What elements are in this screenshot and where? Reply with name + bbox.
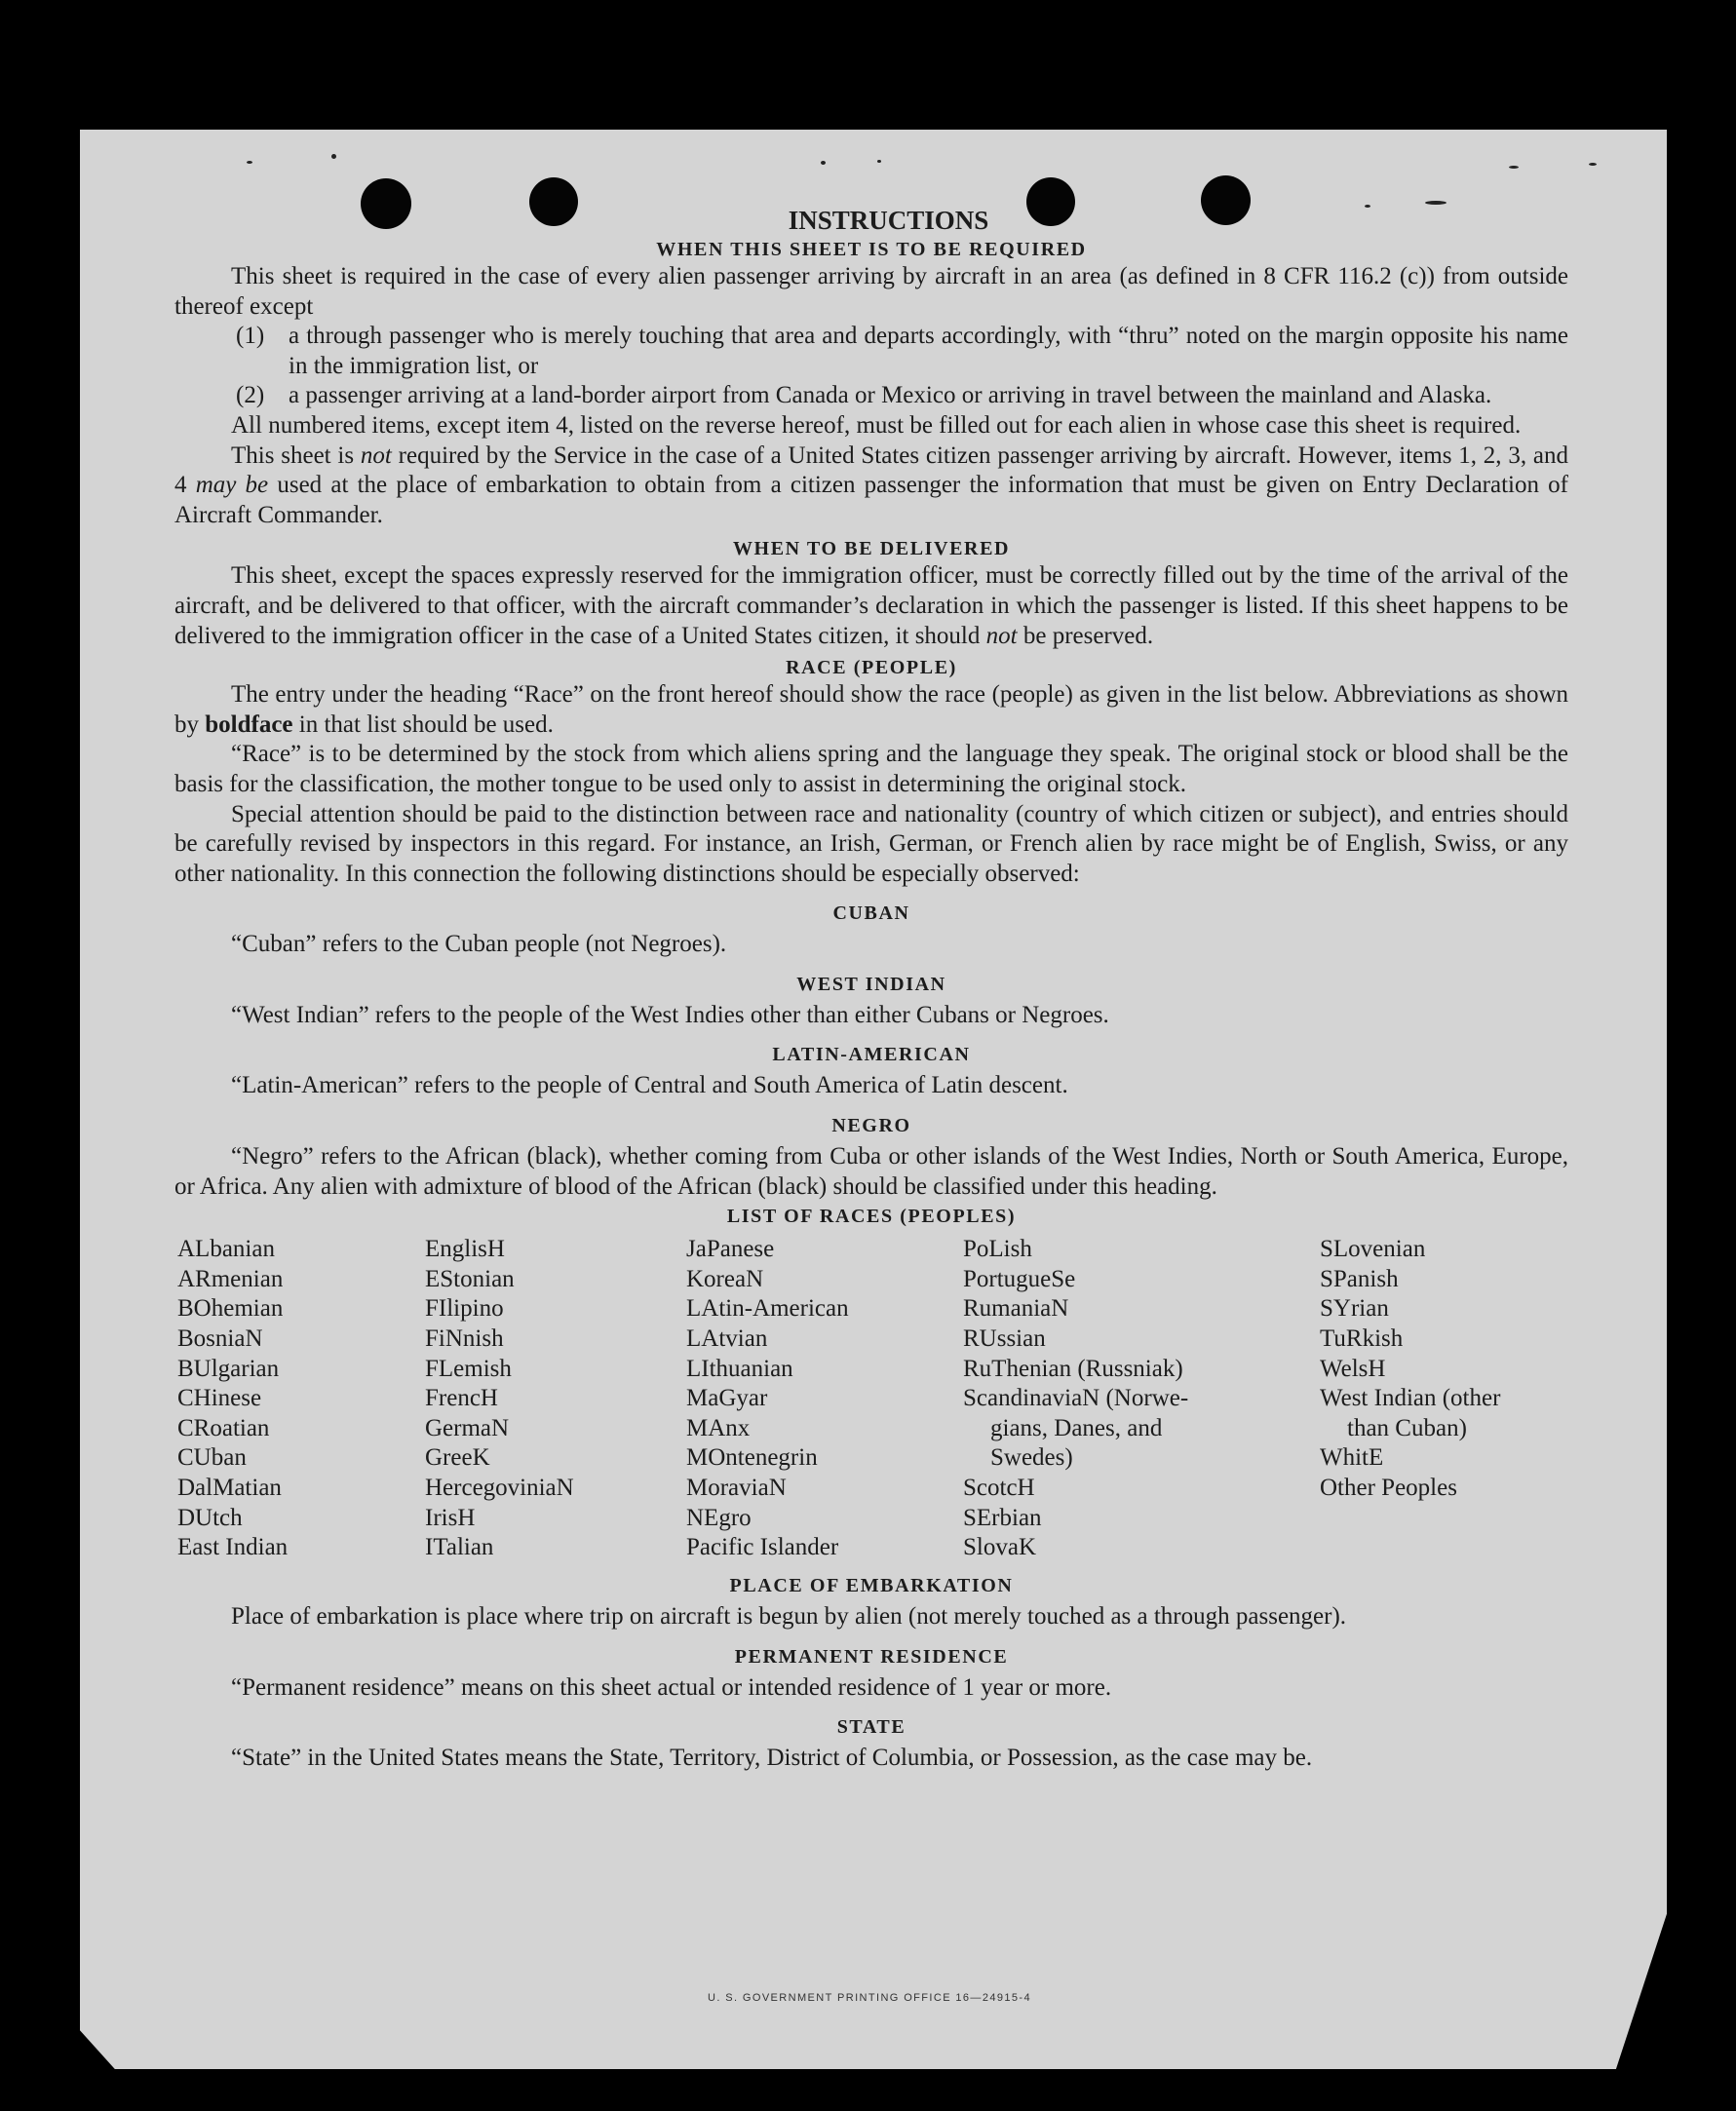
race-entry: BOhemian (177, 1295, 284, 1323)
race-entry: ScandinaviaN (Norwe- (963, 1385, 1189, 1412)
race-entry: WhitE (1320, 1444, 1384, 1472)
race-entry: WelsH (1320, 1355, 1386, 1382)
when-required-intro: This sheet is required in the case of every alien passenger arriving by aircraft in an area (as defined in 8 CFR 116.2 (c)) from outside thereof except (174, 263, 1568, 320)
instructions-body (174, 204, 1568, 1774)
scan-speck (1509, 166, 1519, 169)
races-column-2 (425, 1235, 574, 1563)
race-entry: ALbanian (177, 1236, 275, 1263)
heading-latin-american: LATIN-AMERICAN (772, 1044, 971, 1066)
race-entry: EStonian (425, 1265, 515, 1292)
printing-office-imprint: U. S. GOVERNMENT PRINTING OFFICE 16—24915-4 (708, 1992, 1032, 2004)
heading-when-required: WHEN THIS SHEET IS TO BE REQUIRED (656, 239, 1087, 260)
races-list (174, 1235, 1568, 1561)
race-entry: DalMatian (177, 1475, 282, 1501)
races-column-4 (963, 1235, 1188, 1563)
race-entry: Pacific Islander (686, 1534, 839, 1561)
heading-place-of-embarkation: PLACE OF EMBARKATION (729, 1575, 1014, 1597)
race-entry: FiNnish (425, 1325, 504, 1353)
race-entry: NEgro (686, 1504, 752, 1531)
race-entry: FLemish (425, 1355, 512, 1382)
heading-when-delivered: WHEN TO BE DELIVERED (732, 538, 1011, 560)
citizen-paragraph: This sheet is not required by the Service in the case of a United States citizen passenger arriving by aircraft. However, items 1, 2, 3, and 4 may be used at the place of embarkation to obtain from a citizen passenger the information that must be given on Entry Declaration of Aircraft Commander. (174, 441, 1569, 528)
race-entry: Other Peoples (1320, 1475, 1457, 1501)
race-entry: LIthuanian (686, 1355, 793, 1382)
race-entry: than Cuban) (1347, 1414, 1467, 1441)
race-entry: PortugueSe (963, 1265, 1076, 1292)
race-entry: East Indian (177, 1534, 289, 1561)
race-entry: PoLish (963, 1236, 1032, 1263)
exception-item: (2) a passenger arriving at a land-border airport from Canada or Mexico or arriving in travel between the mainland and Alaska. (236, 382, 1492, 409)
residence-definition: “Permanent residence” means on this sheet actual or intended residence of 1 year or more. (231, 1673, 1112, 1701)
race-entry: MOntenegrin (686, 1444, 818, 1472)
state-definition: “State” in the United States means the State, Territory, District of Columbia, or Possession, as the case may be. (231, 1745, 1313, 1772)
race-entry: ARmenian (177, 1265, 284, 1292)
race-entry: MoraviaN (686, 1475, 787, 1501)
scan-speck (331, 154, 336, 159)
races-column-1 (177, 1235, 288, 1563)
cuban-definition: “Cuban” refers to the Cuban people (not Negroes). (231, 931, 727, 958)
race-entry: BUlgarian (177, 1355, 280, 1382)
race-entry: GermaN (425, 1414, 510, 1441)
race-entry: TuRkish (1320, 1325, 1404, 1353)
race-entry: HercegoviniaN (425, 1475, 574, 1501)
race-paragraph-2: “Race” is to be determined by the stock from which aliens spring and the language they speak. The original stock or blood shall be the basis for the classification, the mother tongue to be used only to assist in determining the original stock. (174, 741, 1568, 797)
scan-speck (821, 161, 826, 165)
west-indian-definition: “West Indian” refers to the people of the West Indies other than either Cubans or Negroes. (231, 1001, 1109, 1028)
race-entry: CUban (177, 1444, 247, 1472)
latin-american-definition: “Latin-American” refers to the people of Central and South America of Latin descent. (231, 1072, 1068, 1099)
race-entry: BosniaN (177, 1325, 263, 1353)
embarkation-definition: Place of embarkation is place where trip on aircraft is begun by alien (not merely touched as a through passenger). (231, 1603, 1347, 1631)
scan-speck (247, 161, 252, 164)
race-entry: SYrian (1320, 1295, 1389, 1323)
race-entry: LAtvian (686, 1325, 768, 1353)
numbered-items-paragraph: All numbered items, except item 4, listed on the reverse hereof, must be filled out for each alien in whose case this sheet is required. (231, 411, 1522, 439)
races-column-5 (1320, 1235, 1500, 1503)
race-entry: Swedes) (990, 1444, 1073, 1472)
race-entry: SLovenian (1320, 1236, 1426, 1263)
race-entry: gians, Danes, and (990, 1414, 1163, 1441)
scan-speck (1589, 163, 1597, 166)
heading-cuban: CUBAN (832, 902, 910, 925)
heading-race: RACE (PEOPLE) (786, 657, 957, 679)
exception-list (174, 322, 1568, 411)
race-entry: RUssian (963, 1325, 1046, 1353)
races-column-3 (686, 1235, 849, 1563)
race-entry: SPanish (1320, 1265, 1399, 1292)
race-entry: JaPanese (686, 1236, 775, 1263)
race-entry: IrisH (425, 1504, 476, 1531)
heading-list-of-races: LIST OF RACES (PEOPLES) (726, 1206, 1017, 1228)
race-entry: FrencH (425, 1385, 498, 1412)
race-entry: RuThenian (Russniak) (963, 1355, 1183, 1382)
page-title: INSTRUCTIONS (788, 206, 989, 235)
race-entry: West Indian (other (1320, 1385, 1501, 1412)
race-paragraph-3: Special attention should be paid to the distinction between race and nationality (country of which citizen or subject), and entries should be carefully revised by inspectors in this regard. For instance, an Irish, German, or French alien by race might be of English, Swiss, or any other nationality. In this connection the following distinctions should be especially observed: (174, 800, 1568, 887)
race-entry: KoreaN (686, 1265, 764, 1292)
race-entry: DUtch (177, 1504, 243, 1531)
heading-state: STATE (836, 1716, 907, 1739)
race-entry: ScotcH (963, 1475, 1035, 1501)
delivery-paragraph: This sheet, except the spaces expressly reserved for the immigration officer, must be correctly filled out by the time of the arrival of the aircraft, and be delivered to that officer, with the aircraft commander’s declaration in which the passenger is listed. If this sheet happens to be delivered to the immigration officer in the case of a United States citizen, it should not be preserved. (174, 562, 1568, 649)
race-entry: RumaniaN (963, 1295, 1069, 1323)
race-entry: MaGyar (686, 1385, 768, 1412)
race-entry: LAtin-American (686, 1295, 849, 1323)
heading-permanent-residence: PERMANENT RESIDENCE (734, 1645, 1009, 1668)
race-paragraph-1: The entry under the heading “Race” on the front hereof should show the race (people) as given in the list below. Abbreviations as shown by boldface in that list should be used. (174, 681, 1568, 738)
race-entry: SErbian (963, 1504, 1042, 1531)
negro-definition: “Negro” refers to the African (black), whether coming from Cuba or other islands of the West Indies, North or South America, Europe, or Africa. Any alien with admixture of blood of the African (black) should be classified under this heading. (174, 1143, 1568, 1200)
race-entry: CHinese (177, 1385, 262, 1412)
race-entry: ITalian (425, 1534, 494, 1561)
race-entry: MAnx (686, 1414, 751, 1441)
race-entry: CRoatian (177, 1414, 270, 1441)
heading-negro: NEGRO (831, 1115, 911, 1137)
exception-item: (1) a through passenger who is merely touching that area and departs accordingly, with “thru” noted on the margin opposite his name in the immigration list, or (236, 323, 1568, 379)
scan-speck (877, 160, 881, 163)
race-entry: EnglisH (425, 1236, 505, 1263)
race-entry: SlovaK (963, 1534, 1036, 1561)
heading-west-indian: WEST INDIAN (796, 973, 946, 995)
race-entry: GreeK (425, 1444, 490, 1472)
race-entry: FIlipino (425, 1295, 504, 1323)
